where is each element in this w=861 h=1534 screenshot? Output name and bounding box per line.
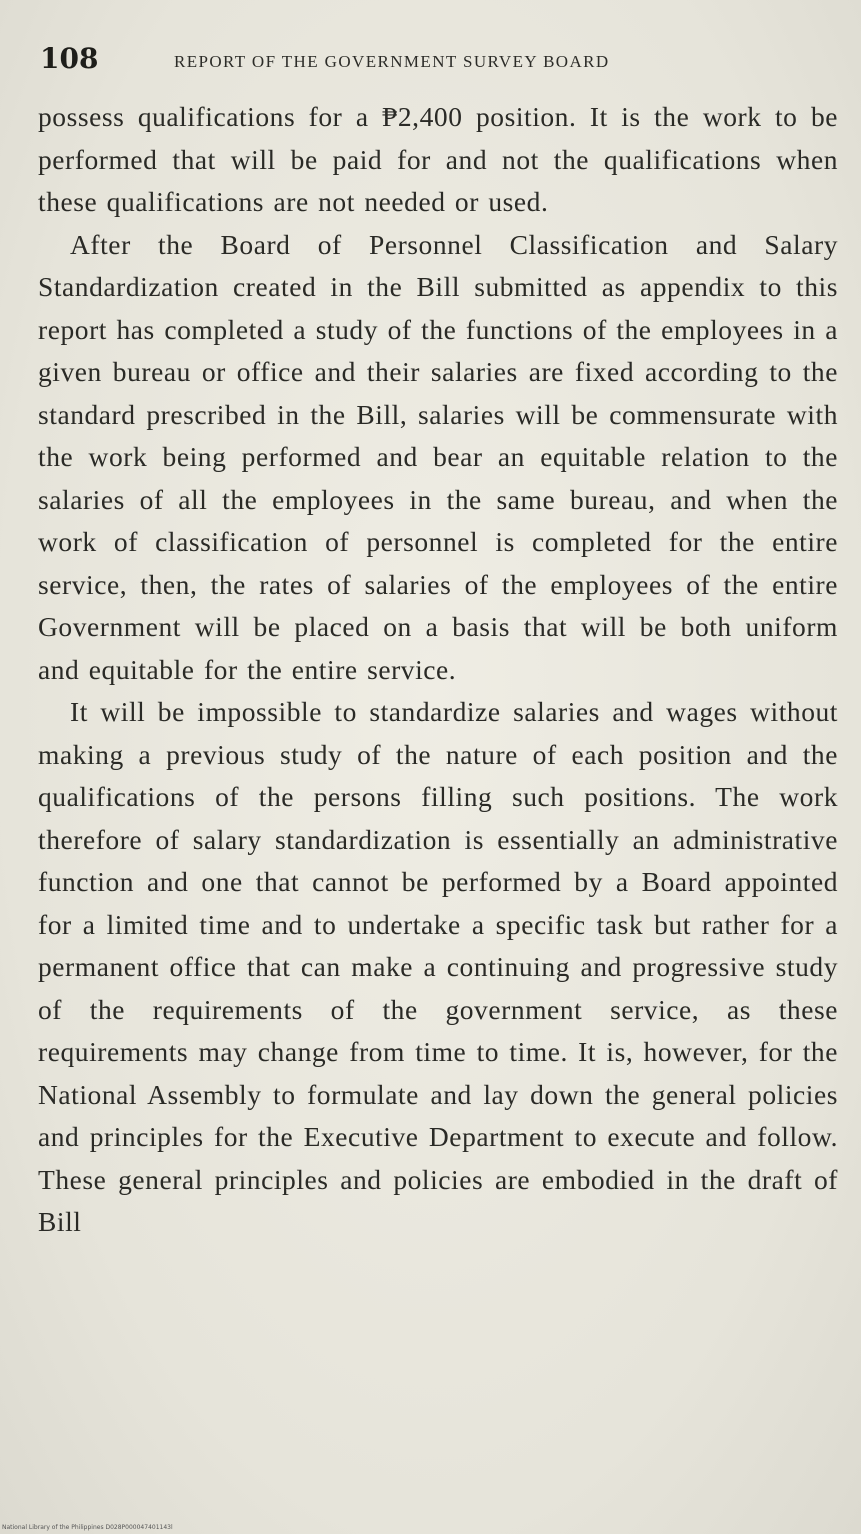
running-head: REPORT OF THE GOVERNMENT SURVEY BOARD [174, 52, 610, 71]
paragraph-continued: possess qualifications for a ₱2,400 position. It is the work to be performed that will be paid for and not the qualifications when these qualifications are not needed or used. [38, 101, 838, 217]
paragraph-standardization: It will be impossible to standardize salaries and wages without making a previous study of the nature of each position and the qualifications of the persons filling such positions. The work therefore of salary standardization is essentially an administrative function and one that cannot be performed by a Board appointed for a limited time and to undertake a specific task but rather for a permanent office that can make a continuing and progressive study of the requirements of the government service, as these requirements may change from time to time. It is, however, for the National Assembly to formulate and lay down the general policies and principles for the Executive Department to execute and follow. These general principles and policies are embodied in the draft of Bill [38, 696, 838, 1237]
scan-credit: National Library of the Philippines D028P000047401143l [2, 1524, 173, 1531]
page-header [40, 42, 820, 82]
body-text [38, 96, 838, 1244]
page-number: 108 [40, 42, 99, 75]
paragraph-board-classification: After the Board of Personnel Classification and Salary Standardization created in the Bill submitted as appendix to this report has completed a study of the functions of the employees in a given bureau or office and their salaries are fixed according to the standard prescribed in the Bill, salaries will be commensurate with the work being performed and bear an equitable relation to the salaries of all the employees in the same bureau, and when the work of classification of personnel is completed for the entire service, then, the rates of salaries of the employees of the entire Government will be placed on a basis that will be both uniform and equitable for the entire service. [38, 228, 838, 685]
